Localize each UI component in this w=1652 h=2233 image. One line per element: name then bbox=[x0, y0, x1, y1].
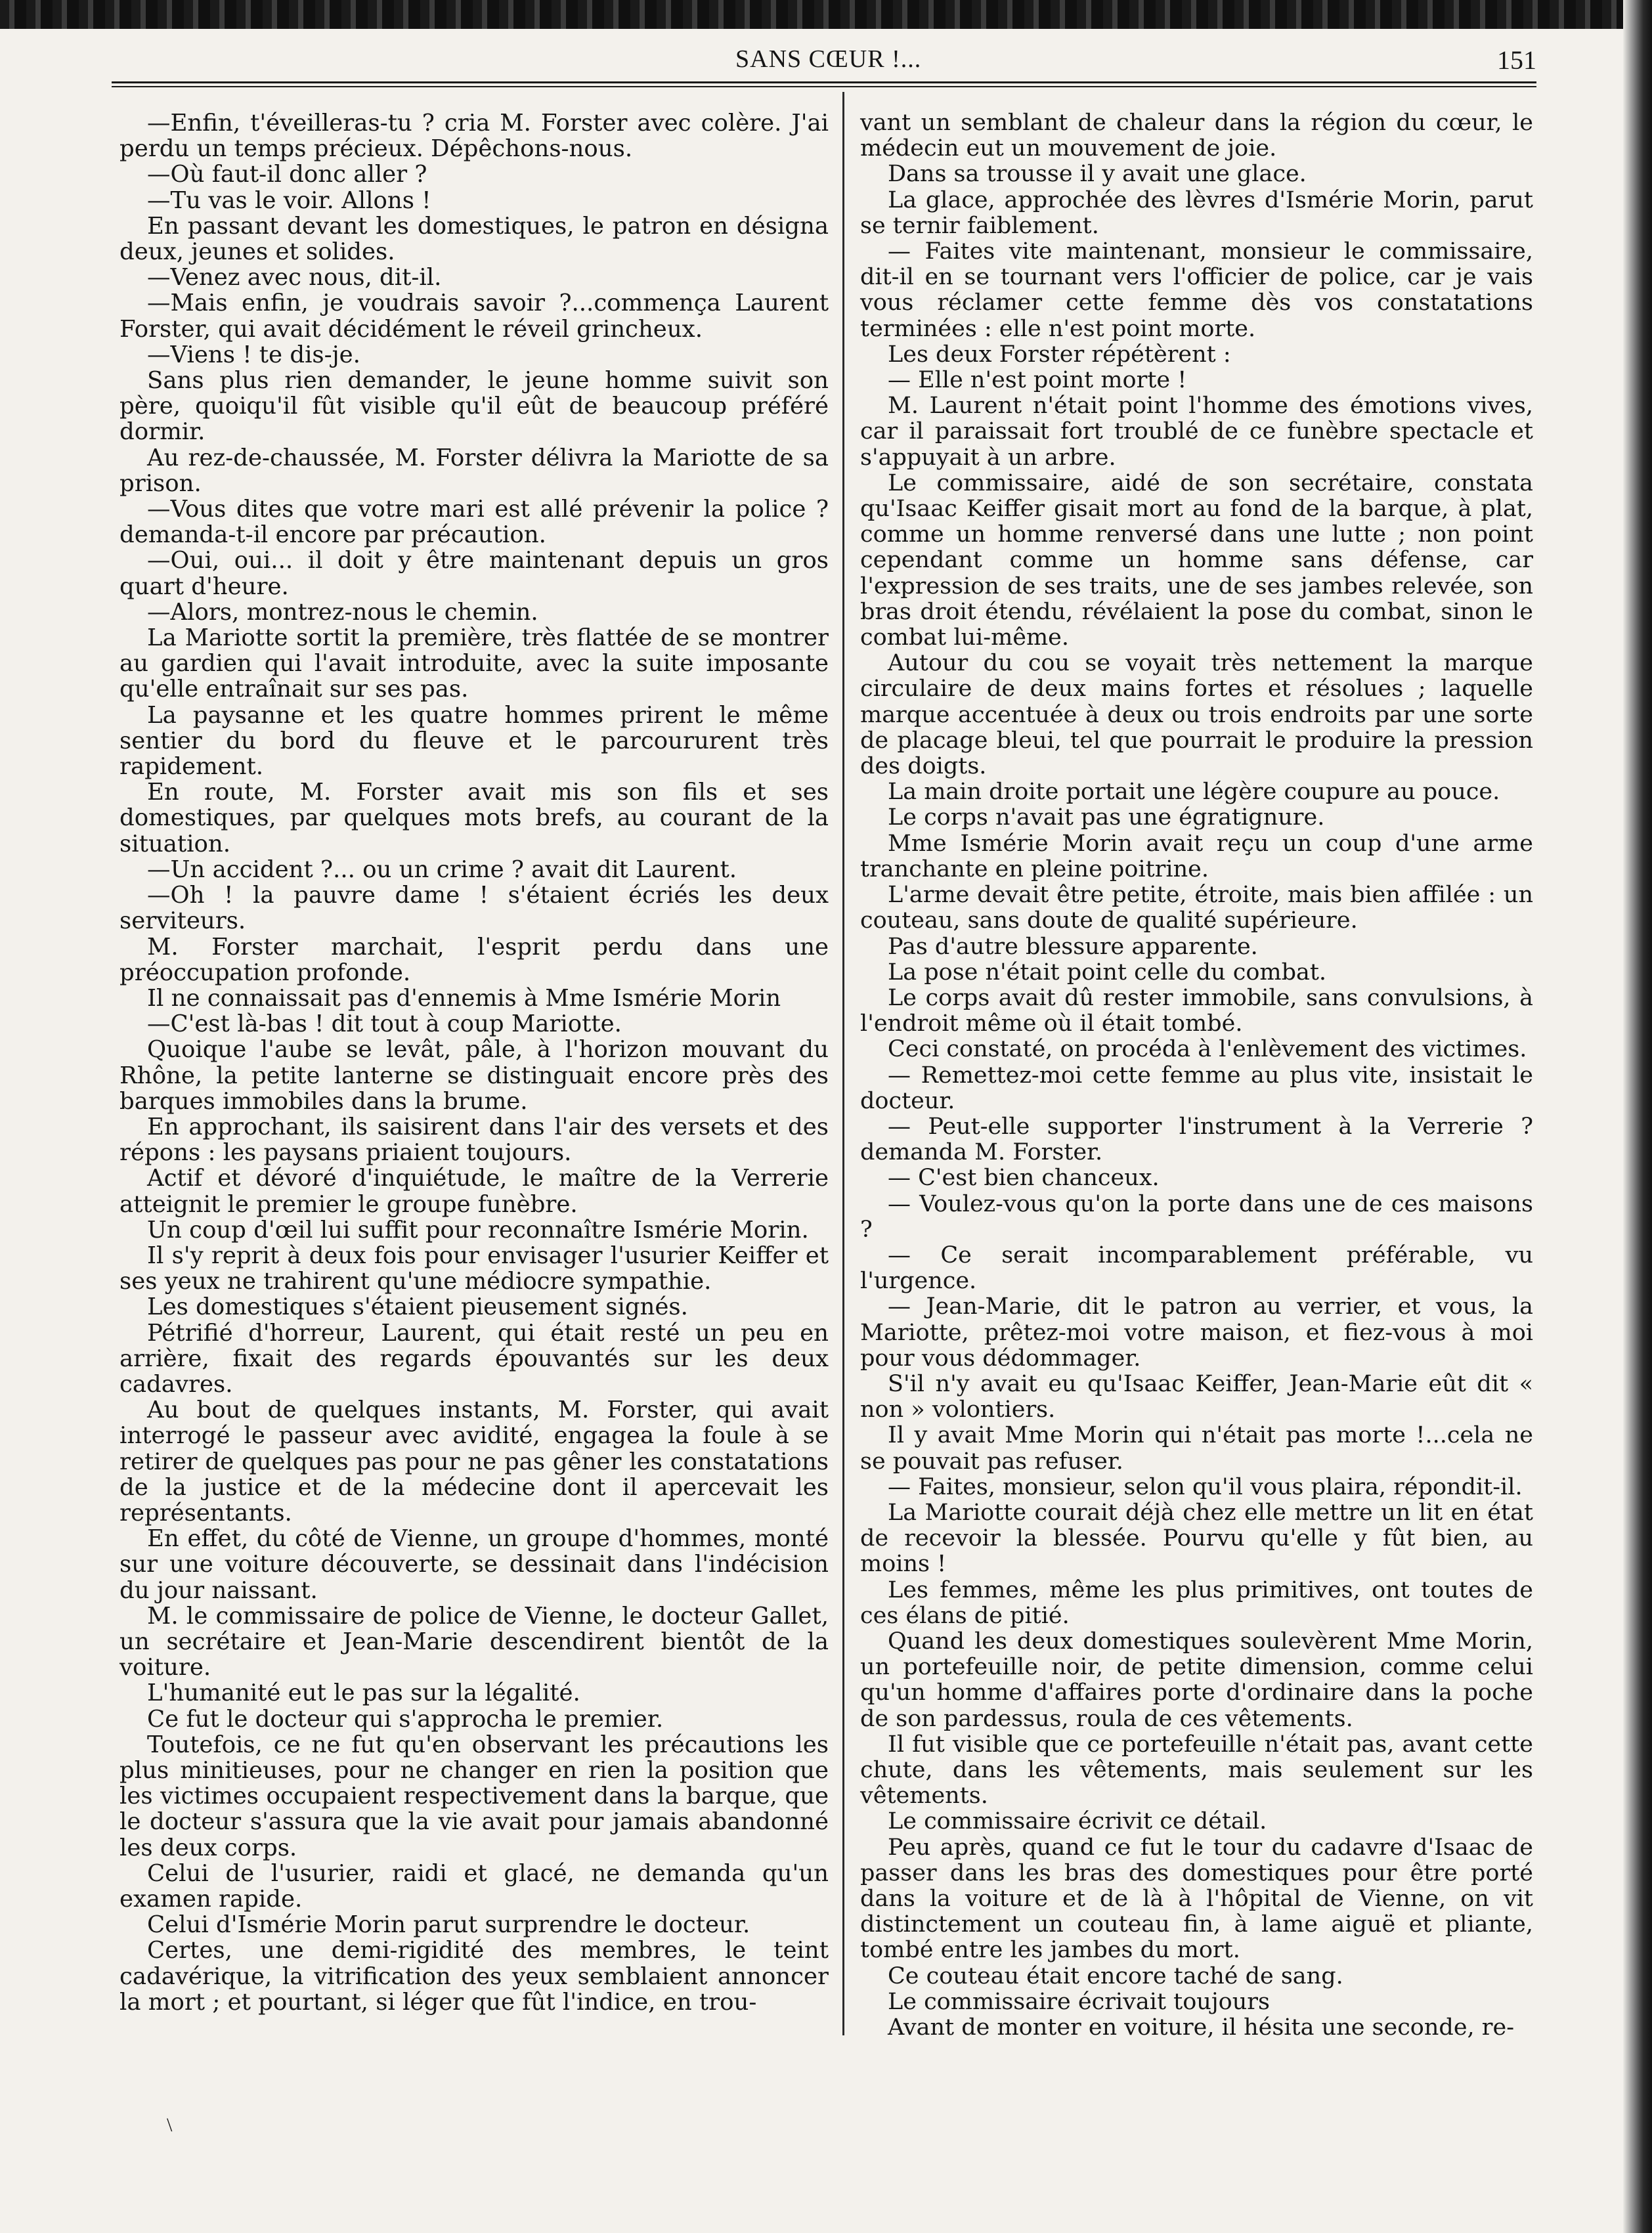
paragraph: En effet, du côté de Vienne, un groupe d'hommes, monté sur une voiture découverte, se dessinait dans l'indécision du jour naissant. bbox=[120, 1525, 829, 1604]
paragraph: Les domestiques s'étaient pieusement signés. bbox=[147, 1293, 688, 1321]
paragraph: Le corps avait dû rester immobile, sans convulsions, à l'endroit même où il était tombé. bbox=[860, 984, 1533, 1037]
paragraph: La main droite portait une légère coupure au pouce. bbox=[888, 779, 1500, 806]
paragraph: Celui de l'usurier, raidi et glacé, ne demanda qu'un examen rapide. bbox=[120, 1859, 829, 1913]
paragraph: La Mariotte courait déjà chez elle mettre un lit en état de recevoir la blessée. Pourvu qu'elle y fût bien, au moins ! bbox=[860, 1499, 1533, 1578]
scan-right-edge bbox=[1623, 0, 1652, 2233]
paragraph: Il y avait Mme Morin qui n'était pas morte !...cela ne se pouvait pas refuser. bbox=[860, 1422, 1533, 1475]
paragraph: En route, M. Forster avait mis son fils et ses domestiques, par quelques mots brefs, au courant de la situation. bbox=[120, 779, 829, 857]
paragraph: Autour du cou se voyait très nettement la marque circulaire de deux mains fortes et résolues ; laquelle marque accentuée à deux ou trois endroits par une sorte de placage bleui, tel que pourrait le produire la pression des doigts. bbox=[860, 650, 1533, 780]
paragraph: Il fut visible que ce portefeuille n'était pas, avant cette chute, dans les vêtements, mais seulement sur les vêtements. bbox=[860, 1731, 1533, 1810]
left-column bbox=[120, 110, 829, 2015]
paragraph: — Peut-elle supporter l'instrument à la Verrerie ? demanda M. Forster. bbox=[860, 1113, 1533, 1166]
paragraph: — Voulez-vous qu'on la porte dans une de ces maisons ? bbox=[860, 1190, 1533, 1243]
paragraph: Quoique l'aube se levât, pâle, à l'horizon mouvant du Rhône, la petite lanterne se distinguait encore près des barques immobiles dans la brume. bbox=[120, 1036, 829, 1115]
paragraph: Peu après, quand ce fut le tour du cadavre d'Isaac de passer dans les bras des domestiques pour être porté dans la voiture et de là à l'hôpital de Vienne, on vit distinctement un couteau fin, à lame aiguë et pliante, tombé entre les jambes du mort. bbox=[860, 1834, 1533, 1964]
paragraph: Pas d'autre blessure apparente. bbox=[888, 933, 1258, 960]
paragraph: Sans plus rien demander, le jeune homme suivit son père, quoiqu'il fût visible qu'il eût de beaucoup préféré dormir. bbox=[120, 367, 829, 446]
paragraph: Au rez-de-chaussée, M. Forster délivra la Mariotte de sa prison. bbox=[120, 444, 829, 497]
paragraph: L'humanité eut le pas sur la légalité. bbox=[147, 1680, 580, 1707]
paragraph: —Un accident ?... ou un crime ? avait dit Laurent. bbox=[147, 856, 737, 883]
paragraph: Le commissaire, aidé de son secrétaire, constata qu'Isaac Keiffer gisait mort au fond de la barque, à plat, comme un homme renversé dans une lutte ; non point cependant comme un homme sans défense, car l'expression de ses traits, une de ses jambes relevée, son bras droit étendu, révélaient la pose du combat, sinon le combat lui-même. bbox=[860, 469, 1533, 651]
paragraph: La glace, approchée des lèvres d'Ismérie Morin, parut se ternir faiblement. bbox=[860, 186, 1533, 239]
header-rule-double bbox=[112, 86, 1536, 87]
paragraph: Le commissaire écrivit ce détail. bbox=[888, 1808, 1267, 1835]
paragraph: vant un semblant de chaleur dans la région du cœur, le médecin eut un mouvement de joie. bbox=[860, 110, 1533, 162]
paragraph: Mme Ismérie Morin avait reçu un coup d'une arme tranchante en pleine poitrine. bbox=[860, 830, 1533, 882]
paragraph: Au bout de quelques instants, M. Forster, qui avait interrogé le passeur avec avidité, engagea la foule à se retirer de quelques pas pour ne pas gêner les constatations de la justice et de la médecine dont il apercevait les représentants. bbox=[120, 1397, 829, 1527]
page-header bbox=[112, 39, 1536, 79]
paragraph: Les deux Forster répétèrent : bbox=[888, 341, 1231, 368]
header-rule bbox=[112, 81, 1536, 83]
right-column bbox=[860, 110, 1533, 2041]
paragraph: Ce couteau était encore taché de sang. bbox=[888, 1962, 1343, 1989]
column-divider bbox=[842, 92, 844, 2035]
stray-mark: \ bbox=[167, 2114, 173, 2136]
paragraph: Le corps n'avait pas une égratignure. bbox=[888, 804, 1325, 831]
paragraph: Ce fut le docteur qui s'approcha le premier. bbox=[147, 1705, 664, 1733]
paragraph: —Oui, oui... il doit y être maintenant depuis un gros quart d'heure. bbox=[120, 547, 829, 600]
paragraph: —Oh ! la pauvre dame ! s'étaient écriés les deux serviteurs. bbox=[120, 882, 829, 935]
paragraph: — Jean-Marie, dit le patron au verrier, et vous, la Mariotte, prêtez-moi votre maison, et fiez-vous à moi pour vous dédommager. bbox=[860, 1293, 1533, 1372]
paragraph: —Où faut-il donc aller ? bbox=[147, 161, 427, 188]
paragraph: — Faites, monsieur, selon qu'il vous plaira, répondit-il. bbox=[888, 1473, 1523, 1500]
paragraph: Actif et dévoré d'inquiétude, le maître de la Verrerie atteignit le premier le groupe funèbre. bbox=[120, 1165, 829, 1218]
paragraph: Un coup d'œil lui suffit pour reconnaître Ismérie Morin. bbox=[147, 1216, 809, 1244]
running-title: SANS CŒUR !... bbox=[735, 45, 922, 73]
paragraph: —Alors, montrez-nous le chemin. bbox=[147, 598, 538, 626]
paragraph: —Enfin, t'éveilleras-tu ? cria M. Forster avec colère. J'ai perdu un temps précieux. Dépêchons-nous. bbox=[120, 110, 829, 163]
paragraph: En passant devant les domestiques, le patron en désigna deux, jeunes et solides. bbox=[120, 212, 829, 266]
paragraph: M. le commissaire de police de Vienne, le docteur Gallet, un secrétaire et Jean-Marie descendirent bientôt de la voiture. bbox=[120, 1602, 829, 1681]
paragraph: — C'est bien chanceux. bbox=[888, 1165, 1160, 1192]
paragraph: —Viens ! te dis-je. bbox=[147, 341, 360, 368]
scan-top-band bbox=[0, 0, 1628, 29]
paragraph: La paysanne et les quatre hommes prirent le même sentier du bord du fleuve et le parcoururent très rapidement. bbox=[120, 701, 829, 781]
paragraph: —C'est là-bas ! dit tout à coup Mariotte. bbox=[147, 1010, 622, 1038]
paragraph: —Mais enfin, je voudrais savoir ?...commença Laurent Forster, qui avait décidément le réveil grincheux. bbox=[120, 290, 829, 343]
paragraph: S'il n'y avait eu qu'Isaac Keiffer, Jean-Marie eût dit « non » volontiers. bbox=[860, 1370, 1533, 1423]
paragraph: — Elle n'est point morte ! bbox=[888, 367, 1187, 394]
paragraph: Celui d'Ismérie Morin parut surprendre le docteur. bbox=[147, 1911, 750, 1939]
page-number: 151 bbox=[1497, 45, 1536, 75]
paragraph: En approchant, ils saisirent dans l'air des versets et des répons : les paysans priaient toujours. bbox=[120, 1113, 829, 1167]
paragraph: Ceci constaté, on procéda à l'enlèvement des victimes. bbox=[888, 1036, 1527, 1063]
paragraph: Avant de monter en voiture, il hésita une seconde, re- bbox=[888, 2014, 1515, 2041]
paragraph: M. Forster marchait, l'esprit perdu dans une préoccupation profonde. bbox=[120, 933, 829, 986]
paragraph: M. Laurent n'était point l'homme des émotions vives, car il paraissait fort troublé de ce funèbre spectacle et s'appuyait à un arbre. bbox=[860, 393, 1533, 471]
paragraph: Toutefois, ce ne fut qu'en observant les précautions les plus minitieuses, pour ne changer en rien la position que les victimes occupaient respectivement dans la barque, que le docteur s'assura que la vie avait pour jamais abandonné les deux corps. bbox=[120, 1731, 829, 1861]
paragraph: La pose n'était point celle du combat. bbox=[888, 959, 1327, 986]
paragraph: Quand les deux domestiques soulevèrent Mme Morin, un portefeuille noir, de petite dimension, comme celui qu'un homme d'affaires porte d'ordinaire dans la poche de son pardessus, roula de ces vêtements. bbox=[860, 1628, 1533, 1732]
paragraph: Il ne connaissait pas d'ennemis à Mme Ismérie Morin bbox=[147, 984, 781, 1012]
paragraph: Dans sa trousse il y avait une glace. bbox=[888, 161, 1307, 188]
paragraph: L'arme devait être petite, étroite, mais bien affilée : un couteau, sans doute de qualité supérieure. bbox=[860, 882, 1533, 934]
paragraph: — Remettez-moi cette femme au plus vite, insistait le docteur. bbox=[860, 1062, 1533, 1114]
paragraph: — Faites vite maintenant, monsieur le commissaire, dit-il en se tournant vers l'officier de police, car je vais vous réclamer cette femme dès vos constatations terminées : elle n'est point morte. bbox=[860, 238, 1533, 342]
paragraph: —Vous dites que votre mari est allé prévenir la police ? demanda-t-il encore par précaution. bbox=[120, 496, 829, 549]
paragraph: Les femmes, même les plus primitives, ont toutes de ces élans de pitié. bbox=[860, 1576, 1533, 1629]
paragraph: Certes, une demi-rigidité des membres, le teint cadavérique, la vitrification des yeux semblaient annoncer la mort ; et pourtant, si léger que fût l'indice, en trou- bbox=[120, 1937, 829, 2016]
paragraph: Il s'y reprit à deux fois pour envisager l'usurier Keiffer et ses yeux ne trahirent qu'une médiocre sympathie. bbox=[120, 1242, 829, 1295]
paragraph: —Tu vas le voir. Allons ! bbox=[147, 186, 431, 214]
paragraph: La Mariotte sortit la première, très flattée de se montrer au gardien qui l'avait introduite, avec la suite imposante qu'elle entraînait sur ses pas. bbox=[120, 624, 829, 703]
paragraph: — Ce serait incomparablement préférable, vu l'urgence. bbox=[860, 1242, 1533, 1295]
paragraph: —Venez avec nous, dit-il. bbox=[147, 264, 442, 292]
paragraph: Pétrifié d'horreur, Laurent, qui était resté un peu en arrière, fixait des regards épouvantés sur les deux cadavres. bbox=[120, 1319, 829, 1398]
paragraph: Le commissaire écrivait toujours bbox=[888, 1988, 1270, 2015]
